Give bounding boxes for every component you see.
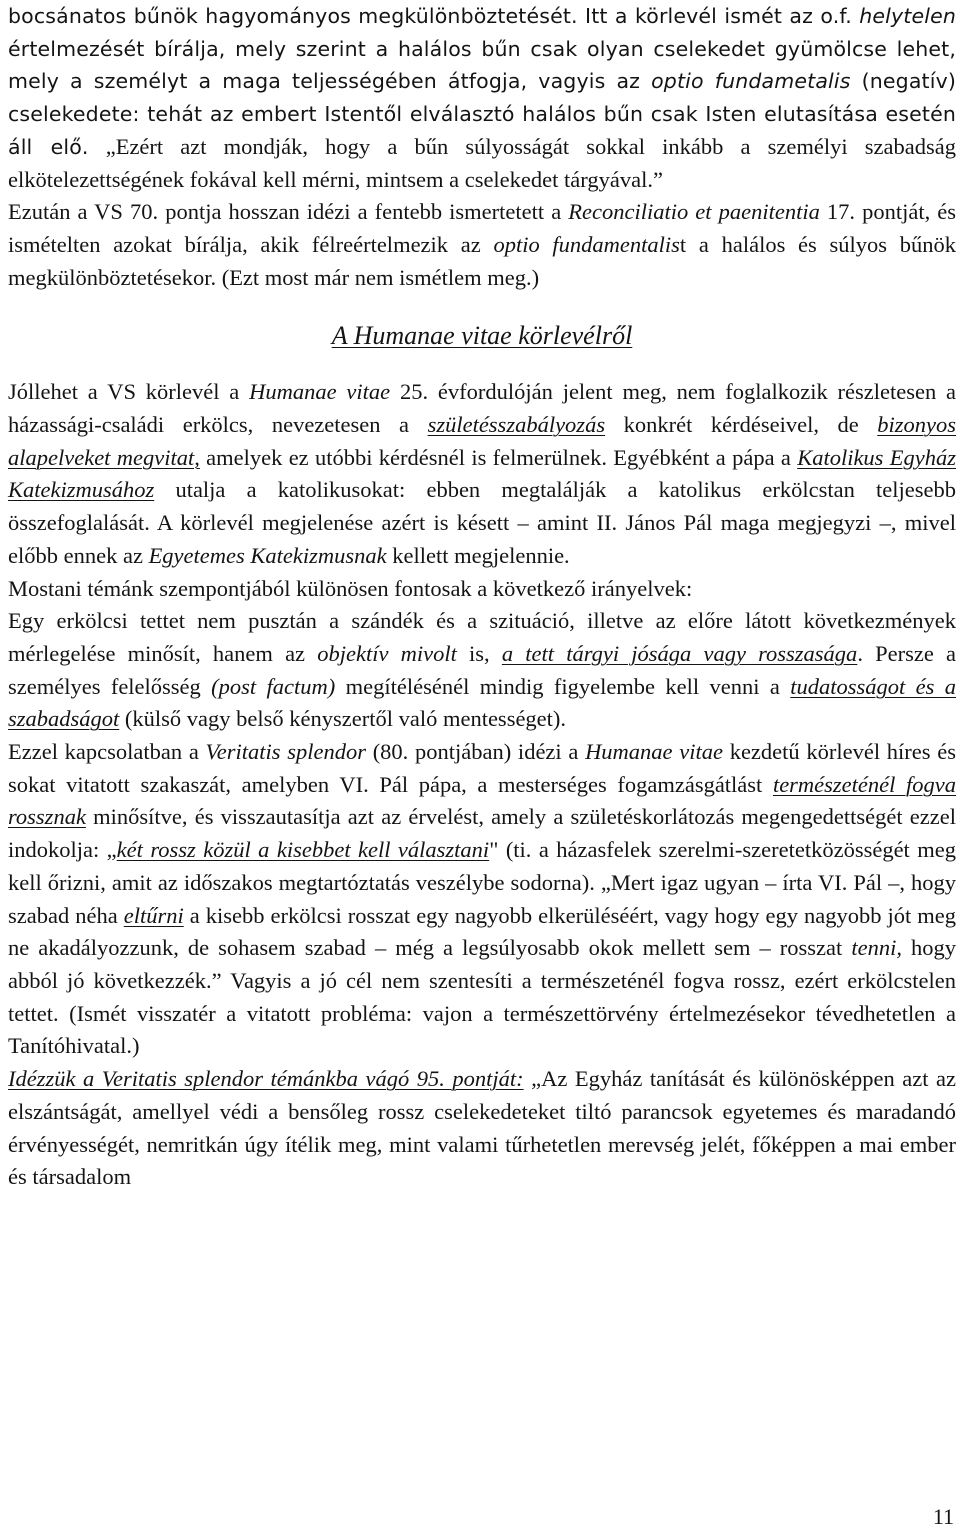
italic-text: Veritatis splendor xyxy=(205,739,366,765)
text-run: „Az Egyház tanítását és különösképpen azt az elszántságát, amellyel védi a bensőleg rossz cselekedeteket tiltó parancsok egyetemes és maradandó érvényességét, nemritkán úgy ítélik meg, mint valami tűrhetetlen merevség jelét, főképpen a mai ember és társadalom xyxy=(8,1066,956,1190)
italic-text: Egyetemes Katekizmusnak xyxy=(148,542,387,568)
text-run: Ezután a VS 70. pontja hosszan idézi a fentebb ismertetett a xyxy=(8,199,569,225)
section-heading: A Humanae vitae körlevélről xyxy=(331,321,633,351)
text-run: Mostani témánk szempontjából különösen fontosak a következő irányelvek: xyxy=(8,575,693,601)
paragraph-vs-70 xyxy=(8,196,956,294)
italic-text: helytelen xyxy=(859,4,956,28)
underlined-italic-text: Katolikus Egyház Katekizmusához xyxy=(8,444,956,503)
text-run: . Persze a személyes felelősség xyxy=(8,640,956,699)
text-run: 17. pontját, és ismételten azokat bírálja, akik félreértelmezik az xyxy=(8,199,957,257)
text-run: utalja a katolikusokat: ebben megtalálják a katolikus erkölcstan teljesebb összefoglalását. A körlevél megjelenése azért is késett – amint II. János Pál maga megjegyzi –, mivel előbb ennek az xyxy=(8,477,956,568)
paragraph-veritatis-splendor-95 xyxy=(8,1063,956,1194)
text-run: t a halálos és súlyos bűnök megkülönböztetésekor. (Ezt most már nem ismétlem meg.) xyxy=(8,231,956,290)
underlined-italic-text: a tett tárgyi jósága vagy rosszasága xyxy=(501,640,858,666)
paragraph-veritatis-splendor-80 xyxy=(8,736,956,1063)
text-run: bocsánatos bűnök hagyományos megkülönböztetését. Itt a körlevél ismét az o.f. xyxy=(8,4,860,28)
paragraph-guidelines-intro xyxy=(8,573,956,606)
paragraph-optio-fundamentalis xyxy=(8,0,956,196)
italic-text: optio fundametalis xyxy=(651,69,851,94)
text-run: megítélésénél mindig figyelembe kell venni a xyxy=(335,673,791,699)
italic-text: objektív mivolt xyxy=(317,640,457,666)
italic-text: (post factum) xyxy=(211,673,336,699)
underlined-italic-text: eltűrni xyxy=(123,902,184,928)
text-run: kellett megjelennie. xyxy=(386,542,570,568)
text-run: is, xyxy=(456,640,502,666)
underlined-italic-text: természeténél fogva rossznak xyxy=(8,771,956,830)
text-run: Ezzel kapcsolatban a xyxy=(8,739,206,765)
text-run: " (ti. a házasfelek szerelmi-szeretetközösségét meg kell őrizni, amit az időszakos megtartóztatás veszélybe sodorna). „Mert igaz ugyan – írta VI. Pál –, hogy szabad néha xyxy=(8,837,956,928)
text-run: (negatív) cselekedete: tehát az embert Istentől elválasztó halálos bűn csak Isten elutasítása esetén áll elő. xyxy=(8,69,956,159)
text-run: minősítve, és visszautasítja azt az érvelést, amely a születéskorlátozás megengedettségét ezzel indokolja: „ xyxy=(8,804,956,863)
underlined-italic-text: bizonyos alapelveket megvitat, xyxy=(8,412,956,470)
paragraph-moral-act xyxy=(8,605,956,736)
italic-text: Reconciliatio et paenitentia xyxy=(568,199,820,225)
page-number: 11 xyxy=(932,1504,954,1529)
text-run: a kisebb erkölcsi rosszat egy nagyobb elkerüléséért, vagy hogy egy nagyobb jót meg ne akadályozzunk, de sohasem szabad – még a legsúlyosabb okok mellett sem – rosszat xyxy=(8,902,956,961)
text-run: kezdetű körlevél híres és sokat vitatott szakaszát, amelyben VI. Pál pápa, a mesterséges fogamzásgátlást xyxy=(8,739,956,797)
text-run: (80. pontjában) idézi a xyxy=(365,739,586,765)
document-page xyxy=(8,0,956,1194)
paragraph-humanae-vitae xyxy=(8,376,956,572)
italic-text: Humanae vitae xyxy=(249,379,391,405)
text-run: hogy abból jó következzék.” Vagyis a jó cél nem szentesíti a természeténél fogva rossz, ezért erkölcstelen tettet. (Ismét visszatér a vitatott probléma: vajon a természettörvény értelmezésekor tévedhetetlen a Tanítóhivatal.) xyxy=(8,935,957,1059)
text-run: Egy erkölcsi tettet nem pusztán a szándék és a szituáció, illetve az előre látott következmények mérlegelése minősít, hanem az xyxy=(8,608,956,666)
text-run: konkrét kérdéseivel, de xyxy=(605,412,878,438)
text-run: értelmezését bírálja, mely szerint a halálos bűn csak olyan cselekedet gyümölcse lehet, mely a személyt a maga teljességében átfogja, vagyis az xyxy=(8,36,956,94)
underlined-italic-text: születésszabályozás xyxy=(427,412,606,438)
italic-text: optio fundamentalis xyxy=(493,231,680,257)
italic-text: tenni, xyxy=(851,935,902,961)
text-run: Jóllehet a VS körlevél a xyxy=(8,379,250,405)
underlined-italic-text: tudatosságot és a szabadságot xyxy=(8,673,956,732)
quote-text: „Ezért azt mondják, hogy a bűn súlyosságát sokkal inkább a személyi szabadság elkötelezettségének fokával kell mérni, mintsem a cselekedet tárgyával.” xyxy=(8,133,956,192)
italic-text: Humanae vitae xyxy=(585,739,723,765)
text-run: amelyek ez utóbbi kérdésnél is felmerülnek. Egyébként a pápa a xyxy=(199,444,798,470)
underlined-italic-text: két rossz közül a kisebbet kell választani xyxy=(116,837,490,863)
underlined-italic-text: Idézzük a Veritatis splendor témánkba vágó 95. pontját: xyxy=(8,1066,524,1092)
text-run: 25. évfordulóján jelent meg, nem foglalkozik részletesen a házassági-családi erkölcs, nevezetesen a xyxy=(8,379,957,438)
text-run: (külső vagy belső kényszertől való mentességet). xyxy=(119,706,567,732)
